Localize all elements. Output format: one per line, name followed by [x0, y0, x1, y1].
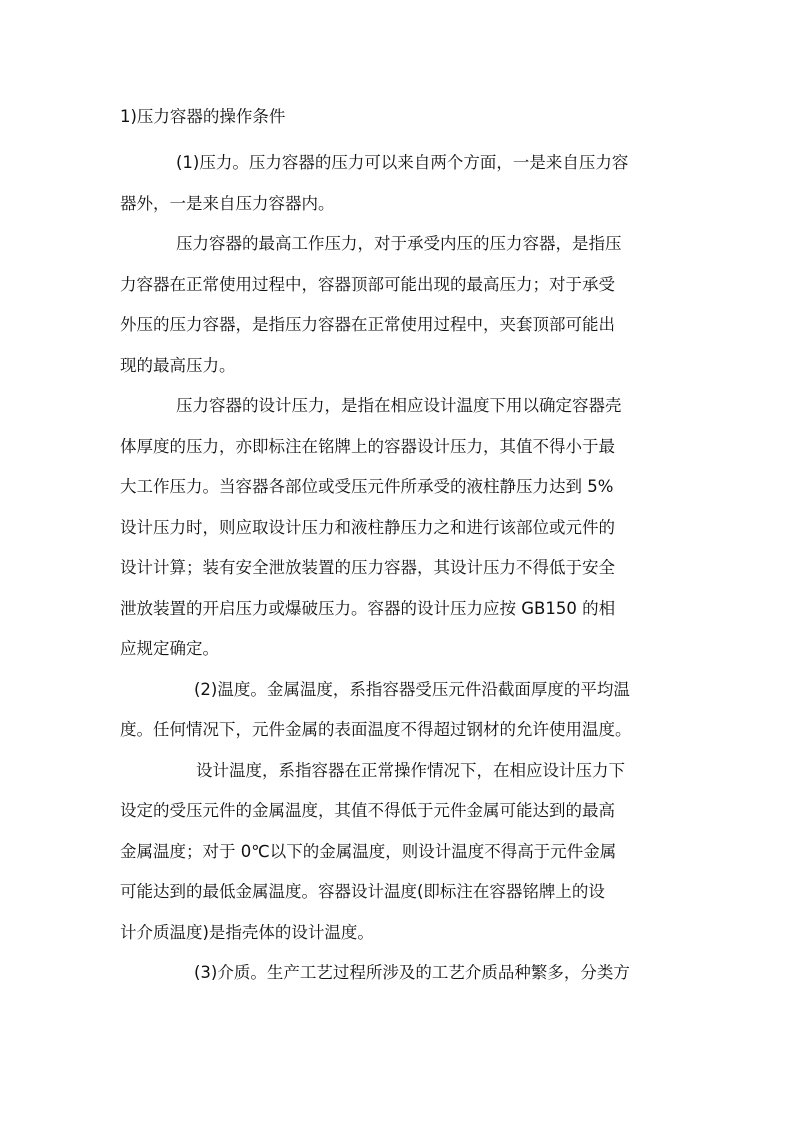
- paragraph-design-pressure: [120, 386, 675, 670]
- paragraph-line: 计介质温度)是指壳体的设计温度。: [120, 922, 374, 942]
- paragraph-line: 外压的压力容器，是指压力容器在正常使用过程中，夹套顶部可能出: [120, 315, 615, 334]
- paragraph-line: 度。任何情况下，元件金属的表面温度不得超过钢材的允许使用温度。: [120, 720, 632, 739]
- paragraph-temperature: [120, 670, 675, 751]
- paragraph-line: (2)温度。金属温度，系指容器受压元件沿截面厚度的平均温: [194, 679, 630, 699]
- paragraph-line: (1)压力。压力容器的压力可以来自两个方面，一是来自压力容: [176, 153, 629, 172]
- paragraph-medium: [120, 953, 675, 994]
- paragraph-line: 器外，一是来自压力容器内。: [120, 193, 335, 213]
- paragraph-pressure: [120, 143, 675, 224]
- paragraph-line: 设计温度，系指容器在正常操作情况下，在相应设计压力下: [196, 760, 625, 780]
- paragraph-line: 泄放装置的开启压力或爆破压力。容器的设计压力应按 GB150 的相: [120, 598, 616, 618]
- paragraph-line: 可能达到的最低金属温度。容器设计温度(即标注在容器铭牌上的设: [120, 882, 605, 901]
- paragraph-line: 大工作压力。当容器各部位或受压元件所承受的液柱静压力达到 5%: [120, 477, 614, 496]
- paragraph-line: 力容器在正常使用过程中，容器顶部可能出现的最高压力；对于承受: [120, 274, 615, 294]
- paragraph-line: 压力容器的设计压力，是指在相应设计温度下用以确定容器壳: [176, 396, 622, 415]
- paragraph-design-temperature: [120, 751, 675, 954]
- paragraph-line: 金属温度；对于 0℃以下的金属温度，则设计温度不得高于元件金属: [120, 841, 617, 861]
- paragraph-line: 体厚度的压力，亦即标注在铭牌上的容器设计压力，其值不得小于最: [120, 436, 615, 456]
- paragraph-line: 设定的受压元件的金属温度，其值不得低于元件金属可能达到的最高: [120, 801, 615, 820]
- paragraph-line: 设计计算；装有安全泄放装置的压力容器，其设计压力不得低于安全: [120, 558, 615, 577]
- paragraph-line: 压力容器的最高工作压力，对于承受内压的压力容器，是指压: [176, 234, 622, 253]
- paragraph-line: 现的最高压力。: [120, 355, 236, 375]
- paragraph-line: 应规定确定。: [120, 639, 219, 658]
- paragraph-line: (3)介质。生产工艺过程所涉及的工艺介质品种繁多，分类方: [194, 963, 630, 982]
- paragraph-max-working-pressure: [120, 224, 675, 386]
- paragraph-line: 设计压力时，则应取设计压力和液柱静压力之和进行该部位或元件的: [120, 517, 615, 537]
- section-heading: 1)压力容器的操作条件: [120, 107, 286, 126]
